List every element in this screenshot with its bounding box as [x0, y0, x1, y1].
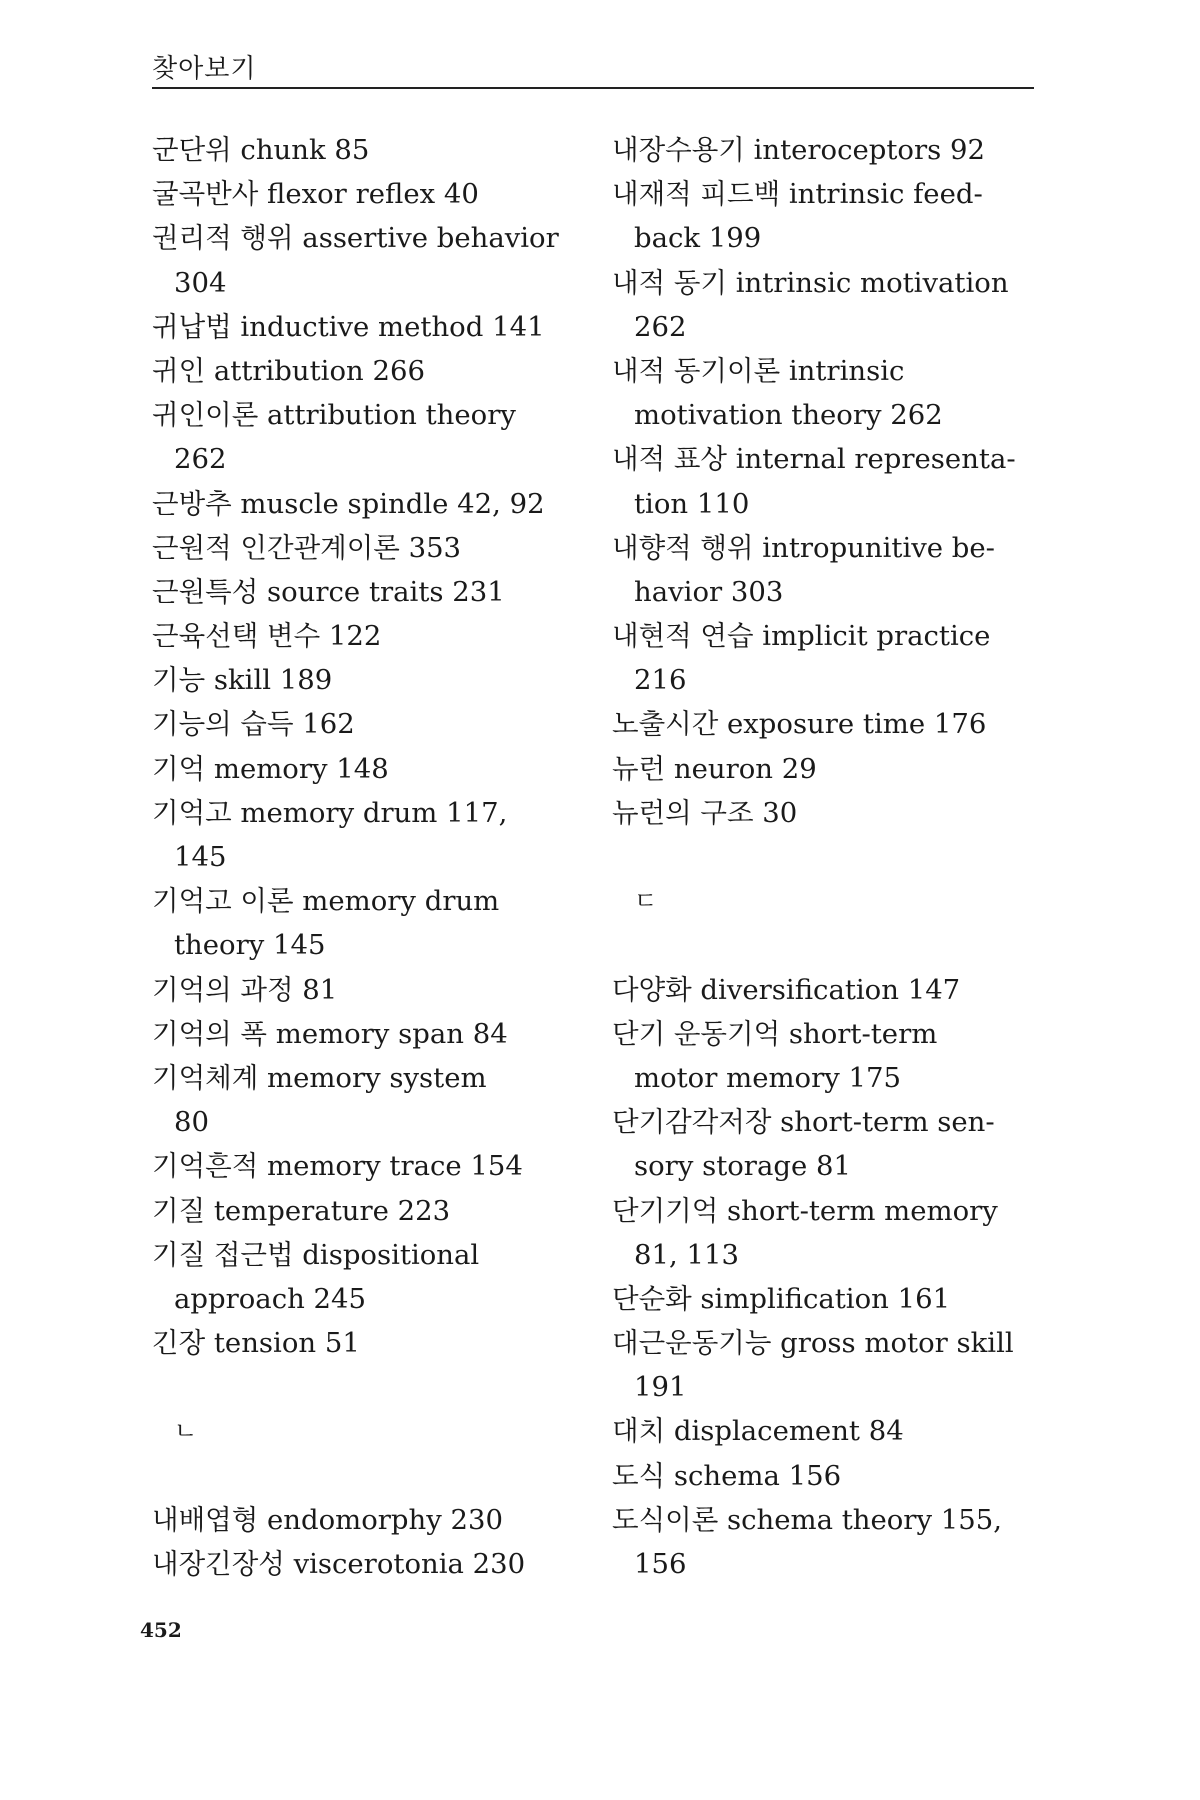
index-column-right	[612, 128, 1042, 1586]
index-entry-continuation: 191	[634, 1371, 687, 1404]
index-entry-continuation: 81, 113	[634, 1238, 739, 1271]
index-entry: 내적 표상 internal representa-	[612, 443, 1016, 476]
index-entry: 기억 memory 148	[152, 752, 389, 785]
index-entry-continuation: motor memory 175	[634, 1061, 902, 1094]
index-entry: 기억흔적 memory trace 154	[152, 1150, 523, 1183]
index-entry: 기능 skill 189	[152, 664, 333, 697]
index-entry: 단기기억 short-term memory	[612, 1194, 998, 1227]
index-entry: 내재적 피드백 intrinsic feed-	[612, 178, 983, 211]
index-entry: 기억고 이론 memory drum	[152, 885, 500, 918]
index-entry-continuation: 156	[634, 1548, 687, 1580]
index-entry: 기질 temperature 223	[152, 1194, 451, 1227]
index-entry-continuation: tion 110	[634, 487, 750, 520]
index-entry: 내장긴장성 viscerotonia 230	[152, 1548, 526, 1580]
index-entry: 기억고 memory drum 117,	[152, 796, 508, 829]
index-entry-continuation: approach 245	[174, 1282, 367, 1315]
index-entry: 내현적 연습 implicit practice	[612, 620, 991, 653]
index-entry-continuation: havior 303	[634, 575, 784, 608]
index-entry-continuation: motivation theory 262	[634, 399, 943, 432]
index-entry: 도식 schema 156	[612, 1459, 842, 1492]
index-entry: 기질 접근법 dispositional	[152, 1238, 480, 1271]
section-letter: ㄴ	[174, 1417, 198, 1446]
index-entry: 단기 운동기억 short-term	[612, 1017, 938, 1050]
index-entry: 군단위 chunk 85	[152, 134, 370, 166]
blank-line	[152, 1365, 592, 1409]
index-entry-continuation: 262	[634, 310, 687, 343]
blank-line	[612, 835, 1042, 879]
index-entry-continuation: 262	[174, 443, 227, 476]
page-number: 452	[140, 1618, 182, 1642]
index-entry: 긴장 tension 51	[152, 1327, 360, 1360]
blank-line	[612, 923, 1042, 967]
index-entry-continuation: 145	[174, 841, 227, 873]
section-letter: ㄷ	[634, 887, 658, 916]
index-entry: 단기감각저장 short-term sen-	[612, 1106, 995, 1139]
index-entry-continuation: 304	[174, 266, 227, 299]
index-entry: 기억의 폭 memory span 84	[152, 1017, 508, 1050]
index-entry: 내적 동기이론 intrinsic	[612, 354, 905, 387]
index-entry-continuation: theory 145	[174, 929, 326, 962]
index-entry: 내적 동기 intrinsic motivation	[612, 266, 1009, 299]
index-entry: 근원특성 source traits 231	[152, 575, 505, 608]
index-entry: 기능의 습득 162	[152, 708, 355, 741]
index-entry: 귀인이론 attribution theory	[152, 399, 516, 432]
index-entry: 다양화 diversification 147	[612, 973, 961, 1006]
index-entry: 권리적 행위 assertive behavior	[152, 222, 559, 255]
header-rule	[152, 87, 1034, 89]
index-entry: 단순화 simplification 161	[612, 1282, 951, 1315]
index-entry-continuation: 216	[634, 664, 687, 697]
index-column-left	[152, 128, 592, 1586]
index-entry-continuation: back 199	[634, 222, 762, 255]
index-entry: 도식이론 schema theory 155,	[612, 1503, 1002, 1536]
index-entry: 뉴런의 구조 30	[612, 796, 798, 829]
index-entry: 내배엽형 endomorphy 230	[152, 1503, 504, 1536]
index-entry: 기억체계 memory system	[152, 1061, 487, 1094]
index-entry: 귀인 attribution 266	[152, 354, 425, 387]
index-entry: 귀납법 inductive method 141	[152, 310, 545, 343]
index-entry: 기억의 과정 81	[152, 973, 338, 1006]
index-entry: 근방추 muscle spindle 42, 92	[152, 487, 545, 520]
index-entry: 근원적 인간관계이론 353	[152, 531, 462, 564]
blank-line	[152, 1454, 592, 1498]
index-entry: 내장수용기 interoceptors 92	[612, 134, 985, 166]
index-entry: 뉴런 neuron 29	[612, 752, 817, 785]
index-entry: 근육선택 변수 122	[152, 620, 382, 653]
index-entry: 대근운동기능 gross motor skill	[612, 1327, 1014, 1360]
running-head: 찾아보기	[152, 54, 257, 84]
index-entry: 대치 displacement 84	[612, 1415, 904, 1448]
index-entry-continuation: 80	[174, 1106, 209, 1139]
index-entry-continuation: sory storage 81	[634, 1150, 851, 1183]
index-entry: 노출시간 exposure time 176	[612, 708, 987, 741]
index-entry: 굴곡반사 flexor reflex 40	[152, 178, 479, 211]
index-entry: 내향적 행위 intropunitive be-	[612, 531, 995, 564]
